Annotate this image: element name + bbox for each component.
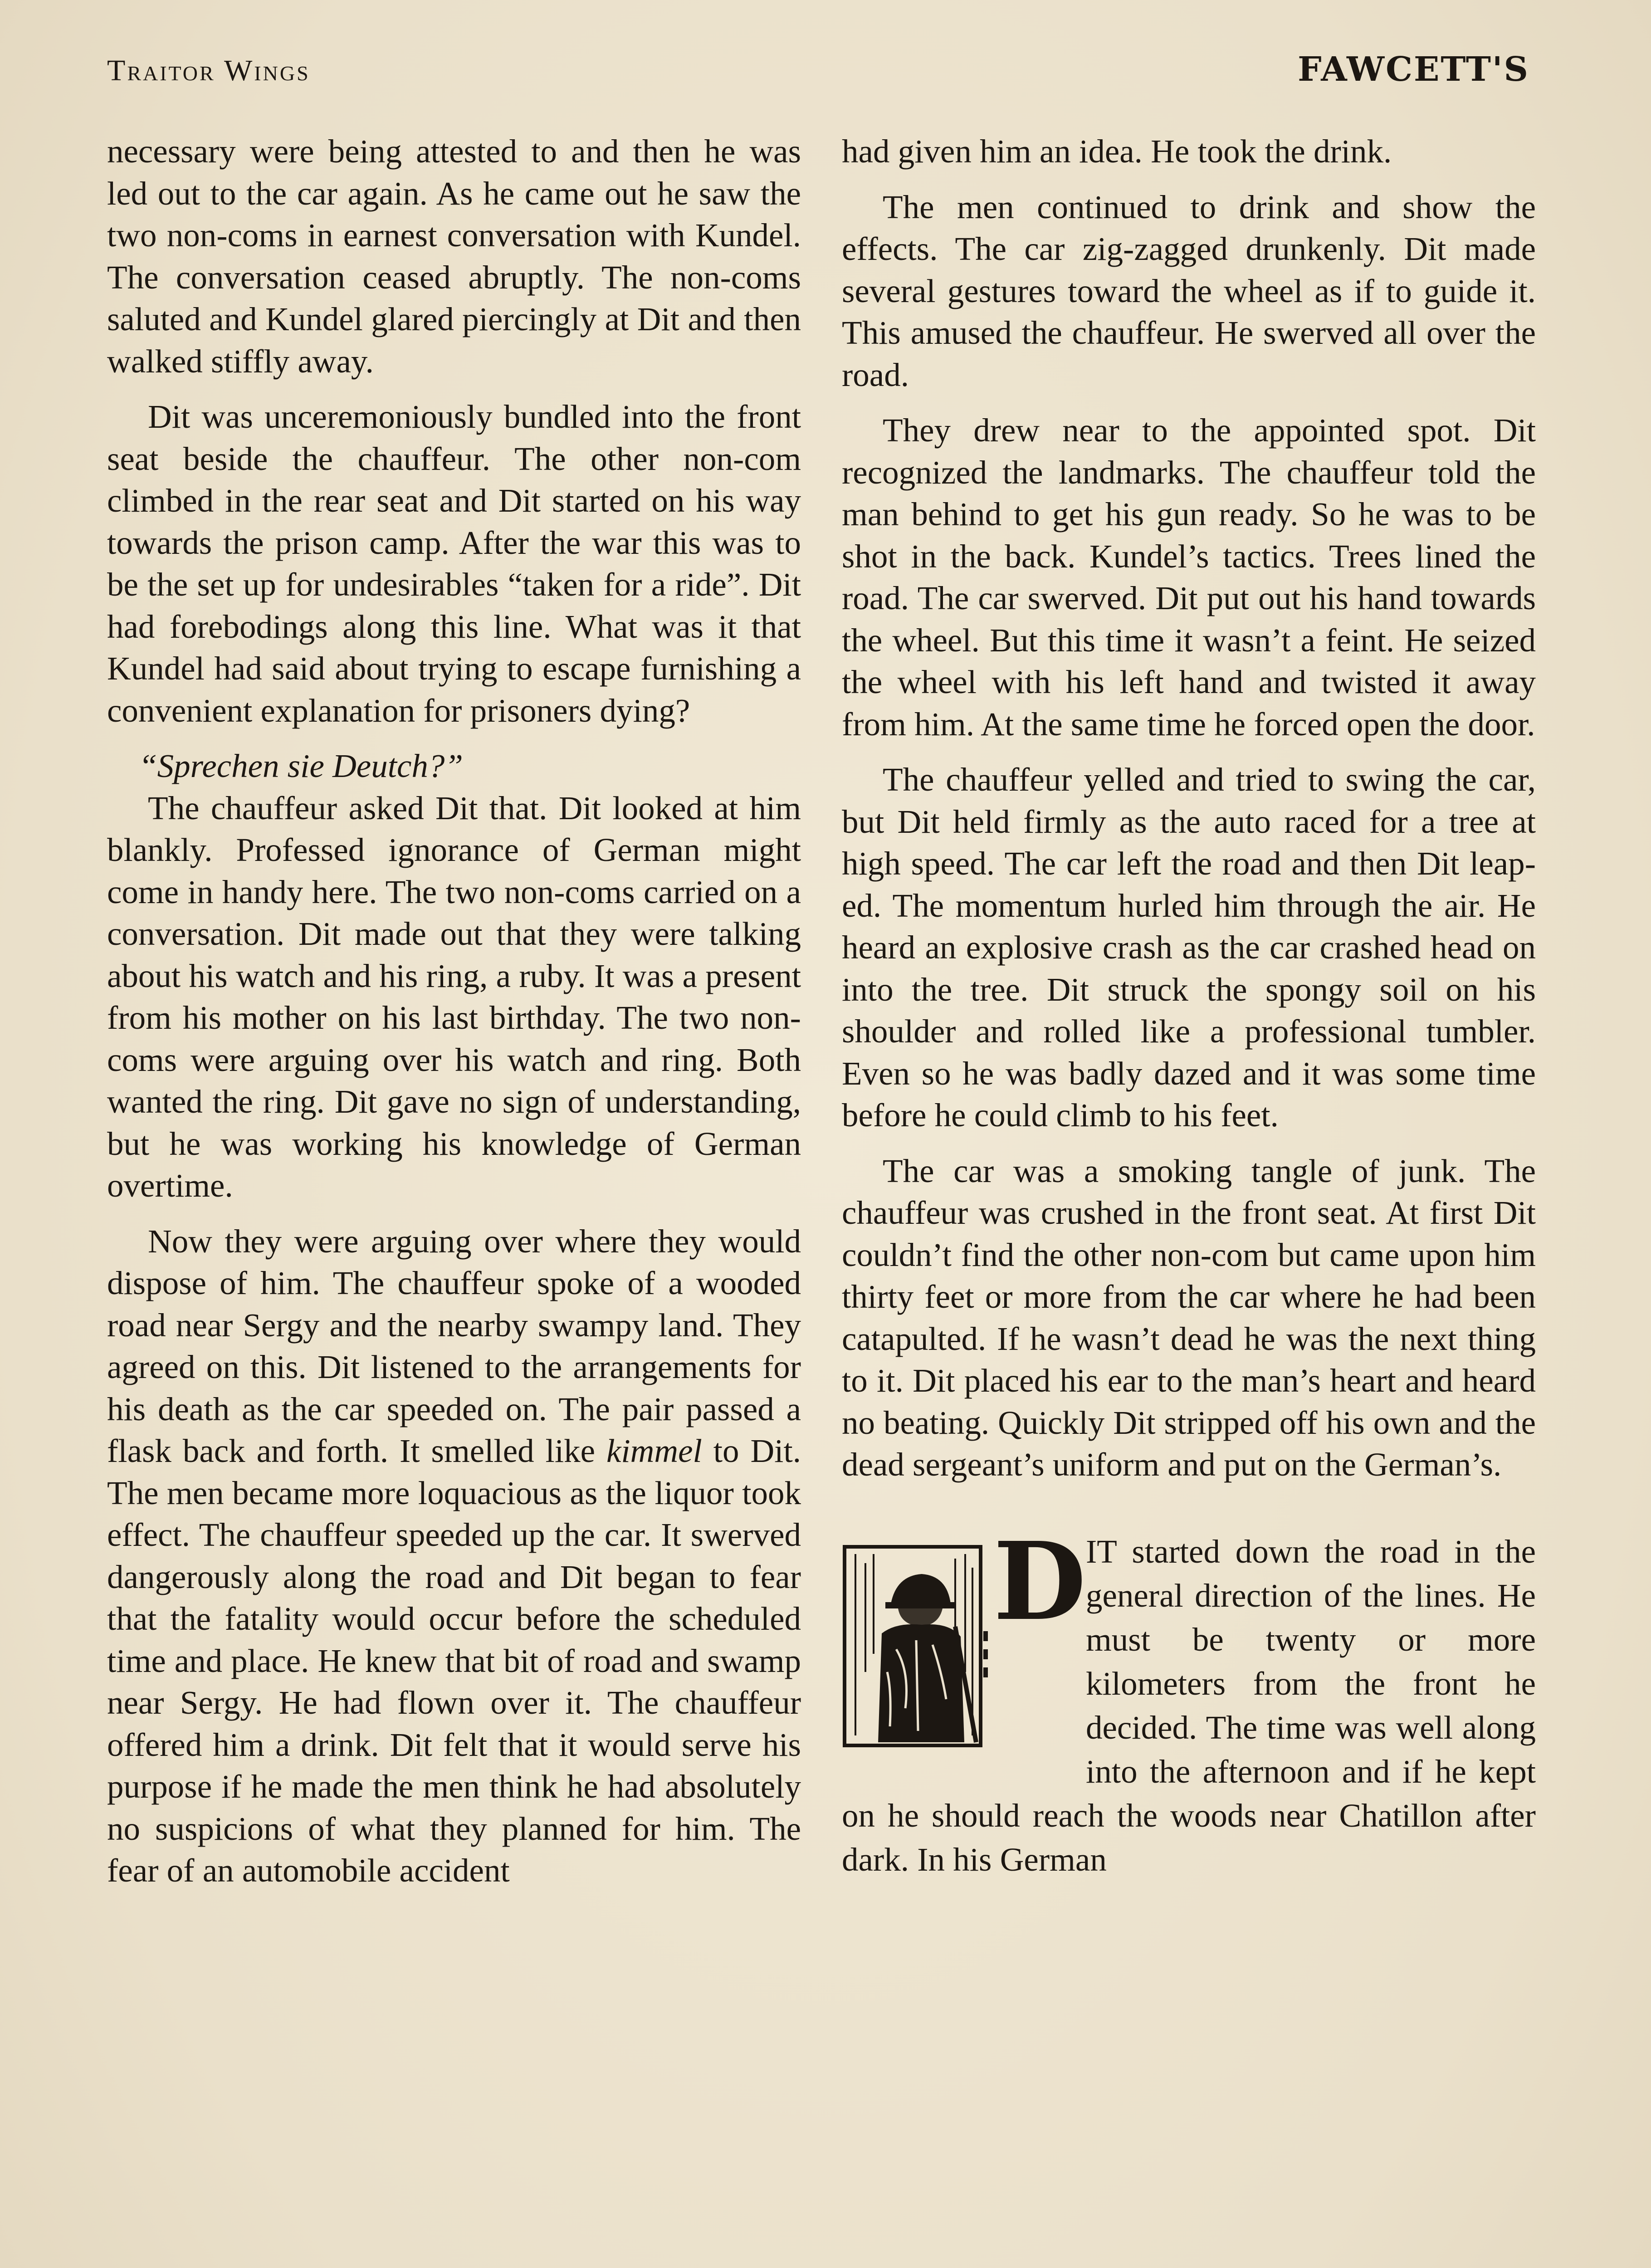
running-title: Traitor Wings <box>107 54 310 87</box>
left-paragraph-2: Dit was unceremoniously bundled into the front seat beside the chauffeur. The other non-com climbed in the rear seat and Dit started on his way towards the prison camp. After the war this was to be the set up for undesirables “taken for a ride”. Dit had forebodings along this line. What was it that Kundel had said about trying to escape furnishing a convenient explanation for prisoners dying? <box>107 398 801 729</box>
kimmel-word: kimmel <box>606 1432 702 1469</box>
section-opening <box>842 1518 1536 1882</box>
left-paragraph-1: necessary were being attested to and then he was led out to the car again. As he came out he saw the two non-coms in earnest conversation with Kundel. The conversation ceased abruptly. The non-coms saluted and Kundel glared piercingly at Dit and then walked stiffly away. <box>107 133 801 380</box>
right-paragraph-1: had given him an idea. He took the drink. <box>842 133 1392 170</box>
right-paragraph-4: The chauffeur yelled and tried to swing the car, but Dit held firmly as the auto raced for a tree at high speed. The car left the road and then Dit leaped. The momentum hurled him through the air. He heard an explosive crash as the car crashed head on into the tree. Dit struck the spongy soil on his shoulder and rolled like a professional tumbler. Even so he was badly dazed and it was some time before he could climb to his feet. <box>842 761 1536 1134</box>
left-paragraph-5-start: Now they were arguing over where they would dispose of him. The chauffeur spoke of a wooded road near Sergy and the nearby swampy land. They agreed on this. Dit listened to the arrangements for his death as the car speeded on. The pair passed a flask back and forth. It smelled like <box>107 1222 801 1469</box>
right-column <box>842 131 1536 1882</box>
publication-name: FAWCETT'S <box>1298 50 1529 89</box>
right-paragraph-6: IT started down the road in the general direction of the lines. He must be twenty or more kilometers from the front he decided. The time was well along into the afternoon and if he kept on he should reach the woods near Chatillon after dark. In his German <box>842 1533 1536 1878</box>
soldier-figure-illustration <box>842 1518 1086 1749</box>
right-paragraph-5: The car was a smoking tangle of junk. The chauffeur was crushed in the front seat. At first Dit couldn’t find the other non-com but came upon him thirty feet or more from the car where he had been catapulted. If he wasn’t dead he was the next thing to it. Dit placed his ear to the man’s heart and heard no beating. Quickly Dit stripped off his own and the dead sergeant’s uniform and put on the German’s. <box>842 1152 1536 1483</box>
right-paragraph-3: They drew near to the appointed spot. Dit recognized the landmarks. The chauffeur told the man behind to get his gun ready. So he was to be shot in the back. Kundel’s tactics. Trees lined the road. The car swerved. Dit put out his hand towards the wheel. But this time it wasn’t a feint. He seized the wheel with his left hand and twisted it away from him. At the same time he forced open the door. <box>842 412 1536 743</box>
left-paragraph-5-end: to Dit. The men became more loquacious as the liquor took effect. The chauffeur speeded up the car. It swerved dangerously along the road and Dit began to fear that the fatality would occur before the scheduled time and place. He knew that bit of road and swamp near Sergy. He had flown over it. The chauffeur offered him a drink. Dit felt that it would serve his purpose if he made the men think he had absolutely no suspicions of what they planned for him. The fear of an automobile accident <box>107 1432 801 1889</box>
left-paragraph-4: The chauffeur asked Dit that. Dit looked at him blankly. Professed ignorance of German might come in handy here. The two non-coms carried on a conversation. Dit made out that they were talking about his watch and his ring, a ruby. It was a present from his mother on his last birthday. The two non-coms were arguing over his watch and ring. Both wanted the ring. Dit gave no sign of understanding, but he was working his knowledge of German overtime. <box>107 789 801 1204</box>
left-paragraph-5 <box>107 1221 801 1892</box>
german-question: “Sprechen sie Deutch?” <box>139 748 463 784</box>
right-paragraph-2: The men continued to drink and show the effects. The car zig-zagged drunkenly. Dit made several gestures toward the wheel as if to guide it. This amused the chauffeur. He swerved all over the road. <box>842 188 1536 393</box>
drop-cap-letter: D <box>993 1518 1086 1644</box>
left-column <box>107 131 801 1892</box>
